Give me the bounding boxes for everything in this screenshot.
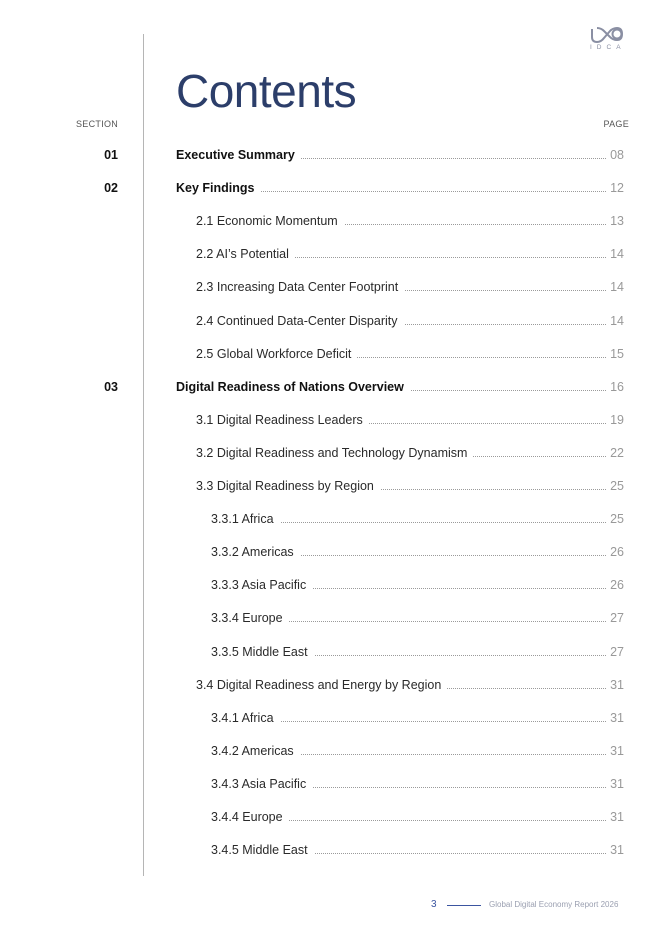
toc-entry[interactable]: [0, 842, 662, 858]
page-title: Contents: [176, 65, 357, 117]
toc-entry[interactable]: [0, 279, 662, 295]
toc-page-number: 31: [610, 678, 624, 692]
toc-entry[interactable]: [0, 379, 662, 395]
toc-entry-label[interactable]: 3.1 Digital Readiness Leaders: [196, 412, 369, 428]
toc-entry-label[interactable]: 3.3 Digital Readiness by Region: [196, 478, 380, 494]
toc-entry-label[interactable]: 2.1 Economic Momentum: [196, 213, 344, 229]
toc-page-number: 13: [610, 214, 624, 228]
section-number: 03: [104, 380, 118, 394]
toc-entry[interactable]: [0, 346, 662, 362]
toc-entry-label[interactable]: 2.2 AI’s Potential: [196, 246, 295, 262]
toc-entry-label[interactable]: 3.4.4 Europe: [211, 809, 289, 825]
toc-page-number: 14: [610, 280, 624, 294]
toc-entry[interactable]: [0, 478, 662, 494]
toc-page-number: 16: [610, 380, 624, 394]
toc-page-number: 31: [610, 777, 624, 791]
toc-page-number: 26: [610, 578, 624, 592]
toc-entry-label[interactable]: 3.2 Digital Readiness and Technology Dynamism: [196, 445, 473, 461]
toc-page-number: 25: [610, 512, 624, 526]
toc-entry[interactable]: [0, 445, 662, 461]
section-number: 01: [104, 148, 118, 162]
toc-entry-label[interactable]: Key Findings: [176, 180, 260, 196]
toc-page-number: 31: [610, 843, 624, 857]
toc-entry-label[interactable]: Digital Readiness of Nations Overview: [176, 379, 410, 395]
section-column-header: SECTION: [76, 119, 119, 129]
toc-page-number: 14: [610, 247, 624, 261]
toc-entry-label[interactable]: 2.5 Global Workforce Deficit: [196, 346, 357, 362]
toc-entry-label[interactable]: 3.4.5 Middle East: [211, 842, 314, 858]
toc-page-number: 19: [610, 413, 624, 427]
toc-entry[interactable]: [0, 710, 662, 726]
toc-page-number: 31: [610, 810, 624, 824]
section-number: 02: [104, 181, 118, 195]
toc-page-number: 22: [610, 446, 624, 460]
toc-entry-label[interactable]: 3.3.2 Americas: [211, 544, 300, 560]
toc-entry-label[interactable]: 3.3.4 Europe: [211, 610, 289, 626]
toc-page-number: 31: [610, 744, 624, 758]
footer-rule: [447, 905, 481, 906]
footer-page-number: 3: [431, 899, 437, 910]
toc-entry[interactable]: [0, 644, 662, 660]
toc-entry-label[interactable]: Executive Summary: [176, 147, 301, 163]
toc-entry[interactable]: [0, 544, 662, 560]
toc-page-number: 14: [610, 314, 624, 328]
toc-page-number: 27: [610, 645, 624, 659]
toc-entry-label[interactable]: 2.3 Increasing Data Center Footprint: [196, 279, 404, 295]
toc-entry-label[interactable]: 3.3.5 Middle East: [211, 644, 314, 660]
toc-entry[interactable]: [0, 577, 662, 593]
toc-entry-label[interactable]: 3.4.2 Americas: [211, 743, 300, 759]
toc-entry-label[interactable]: 3.3.3 Asia Pacific: [211, 577, 312, 593]
toc-entry[interactable]: [0, 147, 662, 163]
toc-entry[interactable]: [0, 677, 662, 693]
toc-entry[interactable]: [0, 180, 662, 196]
toc-entry-label[interactable]: 2.4 Continued Data-Center Disparity: [196, 313, 404, 329]
toc-entry-label[interactable]: 3.3.1 Africa: [211, 511, 280, 527]
logo-wordmark: IDCA: [590, 44, 626, 51]
toc-entry[interactable]: [0, 511, 662, 527]
toc-entry-label[interactable]: 3.4.3 Asia Pacific: [211, 776, 312, 792]
toc-page-number: 31: [610, 711, 624, 725]
toc-entry[interactable]: [0, 313, 662, 329]
toc-entry[interactable]: [0, 412, 662, 428]
toc-entry[interactable]: [0, 743, 662, 759]
toc-entry[interactable]: [0, 809, 662, 825]
toc-entry-label[interactable]: 3.4 Digital Readiness and Energy by Region: [196, 677, 447, 693]
toc-entry[interactable]: [0, 610, 662, 626]
toc-entry[interactable]: [0, 213, 662, 229]
toc-entry[interactable]: [0, 246, 662, 262]
toc-page-number: 12: [610, 181, 624, 195]
toc-page-number: 26: [610, 545, 624, 559]
toc-page-number: 25: [610, 479, 624, 493]
page-column-header: PAGE: [603, 119, 629, 129]
footer-report-title: Global Digital Economy Report 2026: [489, 900, 619, 909]
toc-page-number: 27: [610, 611, 624, 625]
toc-entry-label[interactable]: 3.4.1 Africa: [211, 710, 280, 726]
toc-page-number: 08: [610, 148, 624, 162]
toc-entry[interactable]: [0, 776, 662, 792]
toc-page-number: 15: [610, 347, 624, 361]
